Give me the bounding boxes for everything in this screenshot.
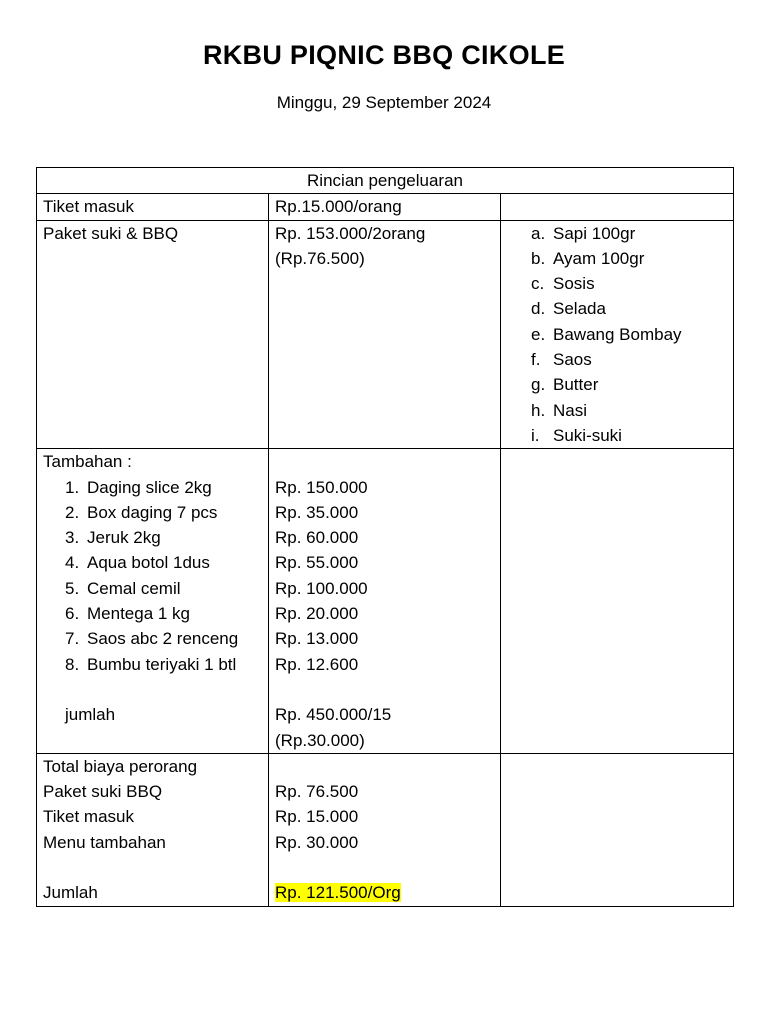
spacer bbox=[43, 677, 262, 702]
list-marker: c. bbox=[531, 274, 545, 294]
list-text: Suki-suki bbox=[553, 425, 622, 445]
list-item bbox=[43, 550, 262, 575]
list-text: Jeruk 2kg bbox=[87, 528, 161, 548]
list-marker: 2. bbox=[65, 502, 80, 522]
list-marker: i. bbox=[531, 425, 540, 445]
list-marker: h. bbox=[531, 400, 546, 420]
total-label-cell bbox=[37, 753, 269, 906]
extras-price: Rp. 150.000 bbox=[275, 477, 368, 497]
extras-sum-per-person: (Rp.30.000) bbox=[275, 730, 365, 750]
expense-table bbox=[36, 167, 734, 907]
list-text: Aqua botol 1dus bbox=[87, 553, 210, 573]
list-item bbox=[43, 475, 262, 500]
list-text: Bumbu teriyaki 1 btl bbox=[87, 654, 237, 674]
list-text: Nasi bbox=[553, 400, 588, 420]
extras-price: Rp. 12.600 bbox=[275, 654, 359, 674]
list-marker: 5. bbox=[65, 578, 80, 598]
list-marker: a. bbox=[531, 223, 546, 243]
package-label: Paket suki & BBQ bbox=[43, 223, 179, 243]
ticket-row bbox=[37, 194, 734, 220]
spacer bbox=[275, 677, 494, 702]
list-item bbox=[507, 271, 727, 296]
list-text: Mentega 1 kg bbox=[87, 604, 191, 624]
total-item-price: Rp. 15.000 bbox=[275, 807, 359, 827]
extras-label: Tambahan : bbox=[43, 452, 132, 472]
list-marker: g. bbox=[531, 375, 546, 395]
list-text: Sapi 100gr bbox=[553, 223, 636, 243]
total-price-cell bbox=[269, 753, 501, 906]
extras-price: Rp. 100.000 bbox=[275, 578, 368, 598]
list-text: Sosis bbox=[553, 274, 595, 294]
list-marker: 6. bbox=[65, 604, 80, 624]
list-item bbox=[43, 626, 262, 651]
list-marker: b. bbox=[531, 248, 546, 268]
list-item bbox=[43, 601, 262, 626]
package-label-cell bbox=[37, 220, 269, 449]
package-row bbox=[37, 220, 734, 449]
list-text: Ayam 100gr bbox=[553, 248, 645, 268]
list-text: Cemal cemil bbox=[87, 578, 181, 598]
extras-price: Rp. 13.000 bbox=[275, 629, 359, 649]
total-notes bbox=[501, 753, 734, 906]
table-header-row bbox=[37, 168, 734, 194]
total-item-name: Paket suki BBQ bbox=[43, 782, 163, 802]
list-item bbox=[43, 652, 262, 677]
document-title: RKBU PIQNIC BBQ CIKOLE bbox=[202, 40, 566, 70]
list-marker: e. bbox=[531, 324, 546, 344]
list-marker: 1. bbox=[65, 477, 80, 497]
total-item-name: Tiket masuk bbox=[43, 807, 135, 827]
list-text: Butter bbox=[553, 375, 599, 395]
total-item-name: Menu tambahan bbox=[43, 832, 166, 852]
list-text: Saos abc 2 renceng bbox=[87, 629, 239, 649]
extras-notes bbox=[501, 449, 734, 754]
extras-price: Rp. 35.000 bbox=[275, 502, 359, 522]
list-marker: 3. bbox=[65, 528, 80, 548]
list-item bbox=[43, 525, 262, 550]
list-item bbox=[507, 246, 727, 271]
package-price-cell bbox=[269, 220, 501, 449]
list-item bbox=[507, 398, 727, 423]
extras-price: Rp. 55.000 bbox=[275, 553, 359, 573]
list-text: Selada bbox=[553, 299, 606, 319]
list-item bbox=[507, 347, 727, 372]
list-item bbox=[507, 221, 727, 246]
list-item bbox=[507, 296, 727, 321]
list-marker: d. bbox=[531, 299, 546, 319]
ticket-label: Tiket masuk bbox=[37, 194, 269, 220]
list-text: Daging slice 2kg bbox=[87, 477, 212, 497]
document-date: Minggu, 29 September 2024 bbox=[276, 93, 492, 112]
spacer bbox=[275, 754, 494, 779]
extras-price: Rp. 20.000 bbox=[275, 604, 359, 624]
spacer bbox=[275, 449, 494, 474]
package-price-per-person: (Rp.76.500) bbox=[275, 248, 365, 268]
list-marker: 8. bbox=[65, 654, 80, 674]
list-item bbox=[43, 500, 262, 525]
extras-price: Rp. 60.000 bbox=[275, 528, 359, 548]
extras-item-list bbox=[43, 475, 262, 677]
list-marker: 4. bbox=[65, 553, 80, 573]
total-label: Total biaya perorang bbox=[43, 756, 198, 776]
extras-row bbox=[37, 449, 734, 754]
list-text: Bawang Bombay bbox=[553, 324, 682, 344]
list-text: Saos bbox=[553, 350, 592, 370]
extras-sum-value: Rp. 450.000/15 bbox=[275, 705, 392, 725]
extras-price-cell bbox=[269, 449, 501, 754]
total-item-price: Rp. 30.000 bbox=[275, 832, 359, 852]
total-sum-label: Jumlah bbox=[43, 883, 98, 903]
total-sum-value: Rp. 121.500/Org bbox=[275, 883, 401, 903]
list-item bbox=[43, 576, 262, 601]
total-item-price: Rp. 76.500 bbox=[275, 782, 359, 802]
ticket-notes bbox=[501, 194, 734, 220]
package-price: Rp. 153.000/2orang bbox=[275, 223, 426, 243]
spacer bbox=[275, 855, 494, 880]
list-item bbox=[507, 322, 727, 347]
spacer bbox=[43, 855, 262, 880]
package-item-list bbox=[507, 221, 727, 449]
table-header: Rincian pengeluaran bbox=[37, 168, 734, 194]
package-items-cell bbox=[501, 220, 734, 449]
extras-sum-label: jumlah bbox=[65, 705, 116, 725]
ticket-price: Rp.15.000/orang bbox=[269, 194, 501, 220]
list-item bbox=[507, 423, 727, 448]
list-marker: f. bbox=[531, 350, 541, 370]
total-row bbox=[37, 753, 734, 906]
list-item bbox=[507, 372, 727, 397]
extras-label-cell bbox=[37, 449, 269, 754]
list-marker: 7. bbox=[65, 629, 80, 649]
list-text: Box daging 7 pcs bbox=[87, 502, 218, 522]
